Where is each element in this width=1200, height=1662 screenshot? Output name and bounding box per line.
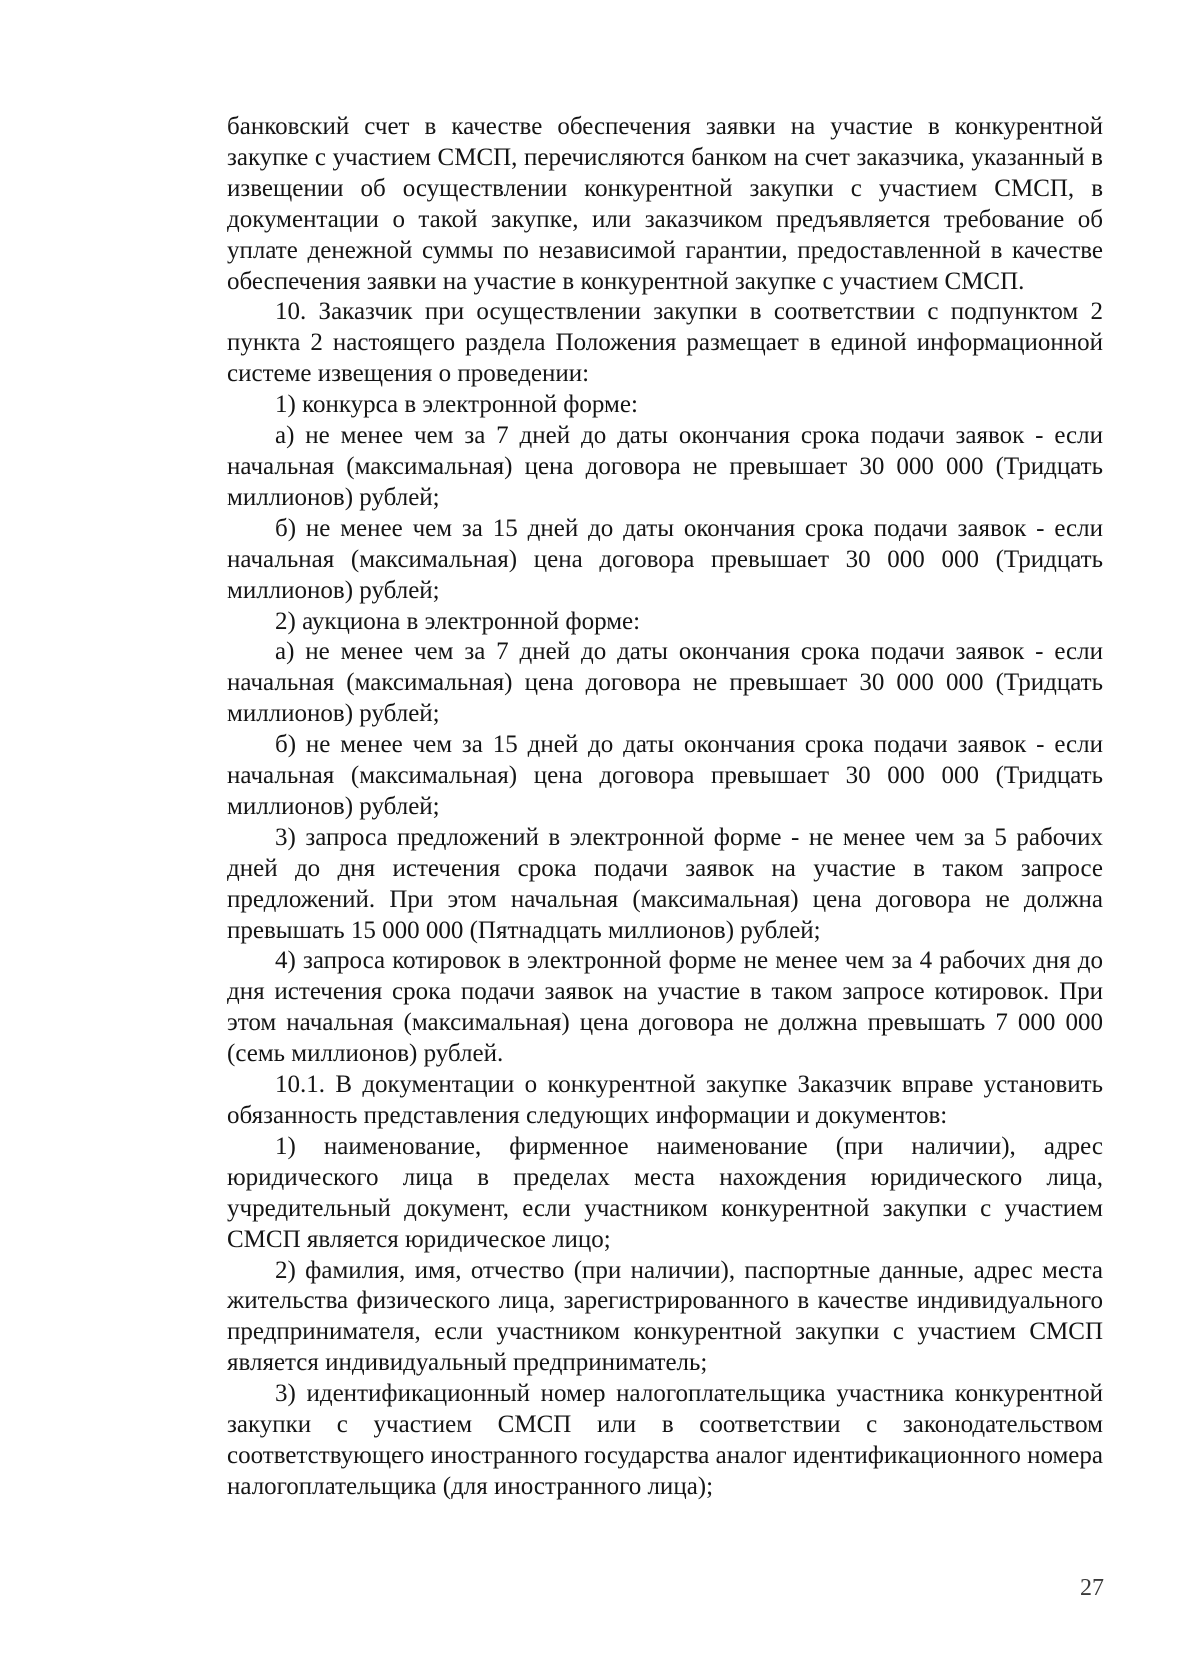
paragraph: 10. Заказчик при осуществлении закупки в соответствии с подпунктом 2 пункта 2 настоящего раздела Положения размещает в единой информационной системе извещения о проведении: xyxy=(227,298,1103,388)
page-number: 27 xyxy=(1080,1575,1104,1601)
paragraph: 3) запроса предложений в электронной форме - не менее чем за 5 рабочих дней до дня истечения срока подачи заявок на участие в таком запросе предложений. При этом начальная (максимальная) цена договора не должна превышать 15 000 000 (Пятнадцать миллионов) рублей; xyxy=(227,823,1103,944)
paragraph: 2) фамилия, имя, отчество (при наличии), паспортные данные, адрес места жительства физического лица, зарегистрированного в качестве индивидуального предпринимателя, если участником конкурентной закупки с участием СМСП является индивидуальный предприниматель; xyxy=(227,1256,1103,1377)
paragraph: 4) запроса котировок в электронной форме не менее чем за 4 рабочих дня до дня истечения срока подачи заявок на участие в таком запросе котировок. При этом начальная (максимальная) цена договора не должна превышать 7 000 000 (семь миллионов) рублей. xyxy=(227,947,1103,1068)
paragraph: б) не менее чем за 15 дней до даты окончания срока подачи заявок - если начальная (максимальная) цена договора превышает 30 000 000 (Тридцать миллионов) рублей; xyxy=(227,514,1103,604)
paragraph: 10.1. В документации о конкурентной закупке Заказчик вправе установить обязанность представления следующих информации и документов: xyxy=(227,1071,1103,1129)
paragraph: банковский счет в качестве обеспечения заявки на участие в конкурентной закупке с участием СМСП, перечисляются банком на счет заказчика, указанный в извещении об осуществлении конкурентной закупки с участием СМСП, в документации о такой закупке, или заказчиком предъявляется требование об уплате денежной суммы по независимой гарантии, предоставленной в качестве обеспечения заявки на участие в конкурентной закупке с участием СМСП. xyxy=(227,113,1103,295)
paragraph: 3) идентификационный номер налогоплательщика участника конкурентной закупки с участием СМСП или в соответствии с законодательством соответствующего иностранного государства аналог идентификационного номера налогоплательщика (для иностранного лица); xyxy=(227,1380,1104,1500)
paragraph: а) не менее чем за 7 дней до даты окончания срока подачи заявок - если начальная (максимальная) цена договора не превышает 30 000 000 (Тридцать миллионов) рублей; xyxy=(227,422,1103,511)
paragraph: б) не менее чем за 15 дней до даты окончания срока подачи заявок - если начальная (максимальная) цена договора превышает 30 000 000 (Тридцать миллионов) рублей; xyxy=(227,731,1103,820)
paragraph: 1) конкурса в электронной форме: xyxy=(275,391,638,419)
paragraph: 2) аукциона в электронной форме: xyxy=(275,607,641,635)
document-body xyxy=(227,112,1103,1503)
paragraph: а) не менее чем за 7 дней до даты окончания срока подачи заявок - если начальная (максимальная) цена договора не превышает 30 000 000 (Тридцать миллионов) рублей; xyxy=(227,638,1103,728)
paragraph: 1) наименование, фирменное наименование (при наличии), адрес юридического лица в пределах места нахождения юридического лица, учредительный документ, если участником конкурентной закупки с участием СМСП является юридическое лицо; xyxy=(227,1132,1103,1253)
